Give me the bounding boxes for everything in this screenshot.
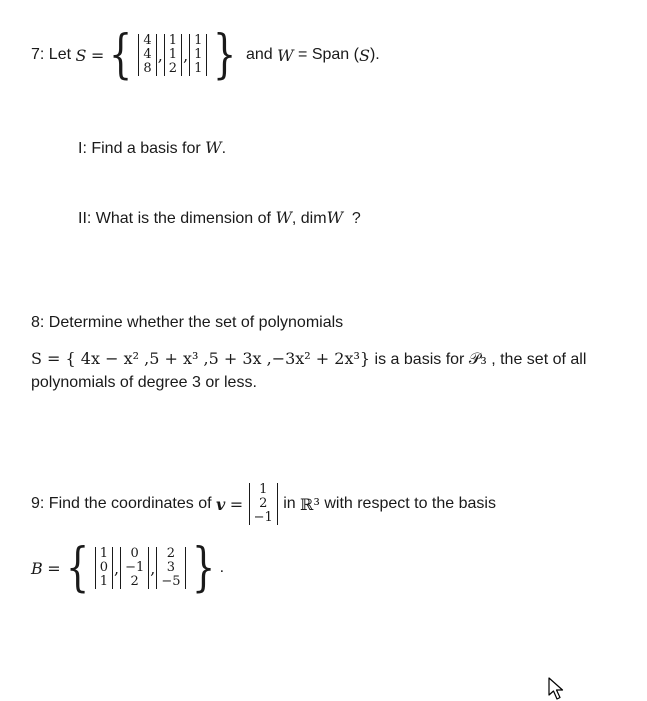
q9-label: 9: Find the coordinates of bbox=[31, 495, 212, 512]
vector-2-entry: 2 bbox=[168, 61, 178, 76]
q7-part2 bbox=[78, 208, 361, 228]
basis-vector-3-entry: 2 bbox=[166, 546, 176, 561]
comma: , bbox=[157, 45, 163, 65]
vector-3-entry: 1 bbox=[194, 47, 203, 62]
q9-statement bbox=[31, 483, 496, 525]
q7-label: 7: Let bbox=[31, 46, 72, 63]
w-symbol: W bbox=[277, 45, 294, 65]
vector-v bbox=[249, 483, 278, 525]
q8-tail2: , the set of all bbox=[491, 351, 587, 368]
vector-v-entry: 1 bbox=[259, 482, 268, 497]
comma: , bbox=[150, 558, 156, 578]
q9-in: in bbox=[283, 495, 296, 512]
vector-1-entry: 4 bbox=[143, 33, 152, 48]
basis-vector-1-entry: 1 bbox=[99, 546, 108, 561]
vector-1-entry: 4 bbox=[143, 47, 152, 62]
basis-vector-3-entry: 3 bbox=[166, 560, 176, 575]
q8-intro: 8: Determine whether the set of polynomials bbox=[31, 314, 344, 331]
q7-part1-text: I: Find a basis for bbox=[78, 140, 201, 157]
vector-2-entry: 1 bbox=[168, 47, 178, 62]
v-symbol: 𝒗 bbox=[216, 494, 226, 514]
q9-basis bbox=[31, 538, 225, 598]
q7-and: and bbox=[245, 46, 273, 63]
basis-symbol: B bbox=[31, 558, 43, 578]
mouse-cursor-icon bbox=[548, 677, 568, 701]
basis-vector-2-entry: −1 bbox=[125, 560, 145, 575]
vector-1 bbox=[138, 34, 156, 76]
basis-vector-2-entry: 0 bbox=[130, 546, 139, 561]
vector-v-entry: 2 bbox=[259, 496, 268, 511]
span-s: S bbox=[358, 45, 370, 65]
vector-3-entry: 1 bbox=[194, 33, 203, 48]
span-close: ). bbox=[369, 46, 380, 63]
right-brace: } bbox=[213, 25, 237, 85]
q8-set-line bbox=[31, 349, 586, 369]
equals-sign: = bbox=[90, 45, 105, 65]
q9-tail: with respect to the basis bbox=[324, 495, 496, 512]
basis-vector-2 bbox=[120, 547, 149, 589]
vector-3 bbox=[189, 34, 207, 76]
basis-vector-1-entry: 1 bbox=[99, 574, 108, 589]
q8-line3: polynomials of degree 3 or less. bbox=[31, 374, 257, 391]
equals-sign: = bbox=[47, 558, 61, 578]
vector-v-entry: −1 bbox=[253, 510, 273, 525]
dim-text: , dim bbox=[291, 210, 327, 227]
left-brace: { bbox=[109, 25, 133, 85]
comma: , bbox=[114, 558, 120, 578]
span-text: = Span ( bbox=[298, 46, 359, 63]
vector-2-entry: 1 bbox=[168, 33, 178, 48]
q8-tail: is a basis for bbox=[374, 351, 465, 368]
basis-vector-3 bbox=[156, 547, 185, 589]
basis-vector-1-entry: 0 bbox=[99, 560, 108, 575]
q7-part1 bbox=[78, 138, 226, 158]
set-s-symbol: S bbox=[75, 45, 87, 65]
w-symbol: W bbox=[326, 208, 344, 227]
basis-vector-3-entry: −5 bbox=[161, 574, 181, 589]
vector-1-entry: 8 bbox=[143, 61, 152, 76]
w-symbol: W bbox=[275, 208, 292, 227]
basis-vector-2-entry: 2 bbox=[130, 574, 139, 589]
q7-part2-text: II: What is the dimension of bbox=[78, 210, 271, 227]
right-brace: } bbox=[191, 538, 215, 598]
period: . bbox=[221, 140, 227, 157]
p3-symbol: 𝒫₃ bbox=[468, 349, 487, 368]
basis-vector-1 bbox=[95, 547, 113, 589]
comma: , bbox=[183, 45, 189, 65]
question-mark: ? bbox=[351, 210, 361, 227]
equals-sign: = bbox=[229, 494, 244, 514]
polynomial-set: S = { 4x − x² ,5 + x³ ,5 + 3x ,−3x² + 2x³} bbox=[31, 349, 371, 368]
vector-2 bbox=[164, 34, 182, 76]
q7-statement bbox=[31, 25, 380, 85]
r3-symbol: ℝ³ bbox=[300, 494, 320, 514]
vector-3-entry: 1 bbox=[194, 61, 203, 76]
period: . bbox=[219, 559, 225, 576]
left-brace: { bbox=[65, 538, 89, 598]
w-symbol: W bbox=[205, 138, 222, 157]
